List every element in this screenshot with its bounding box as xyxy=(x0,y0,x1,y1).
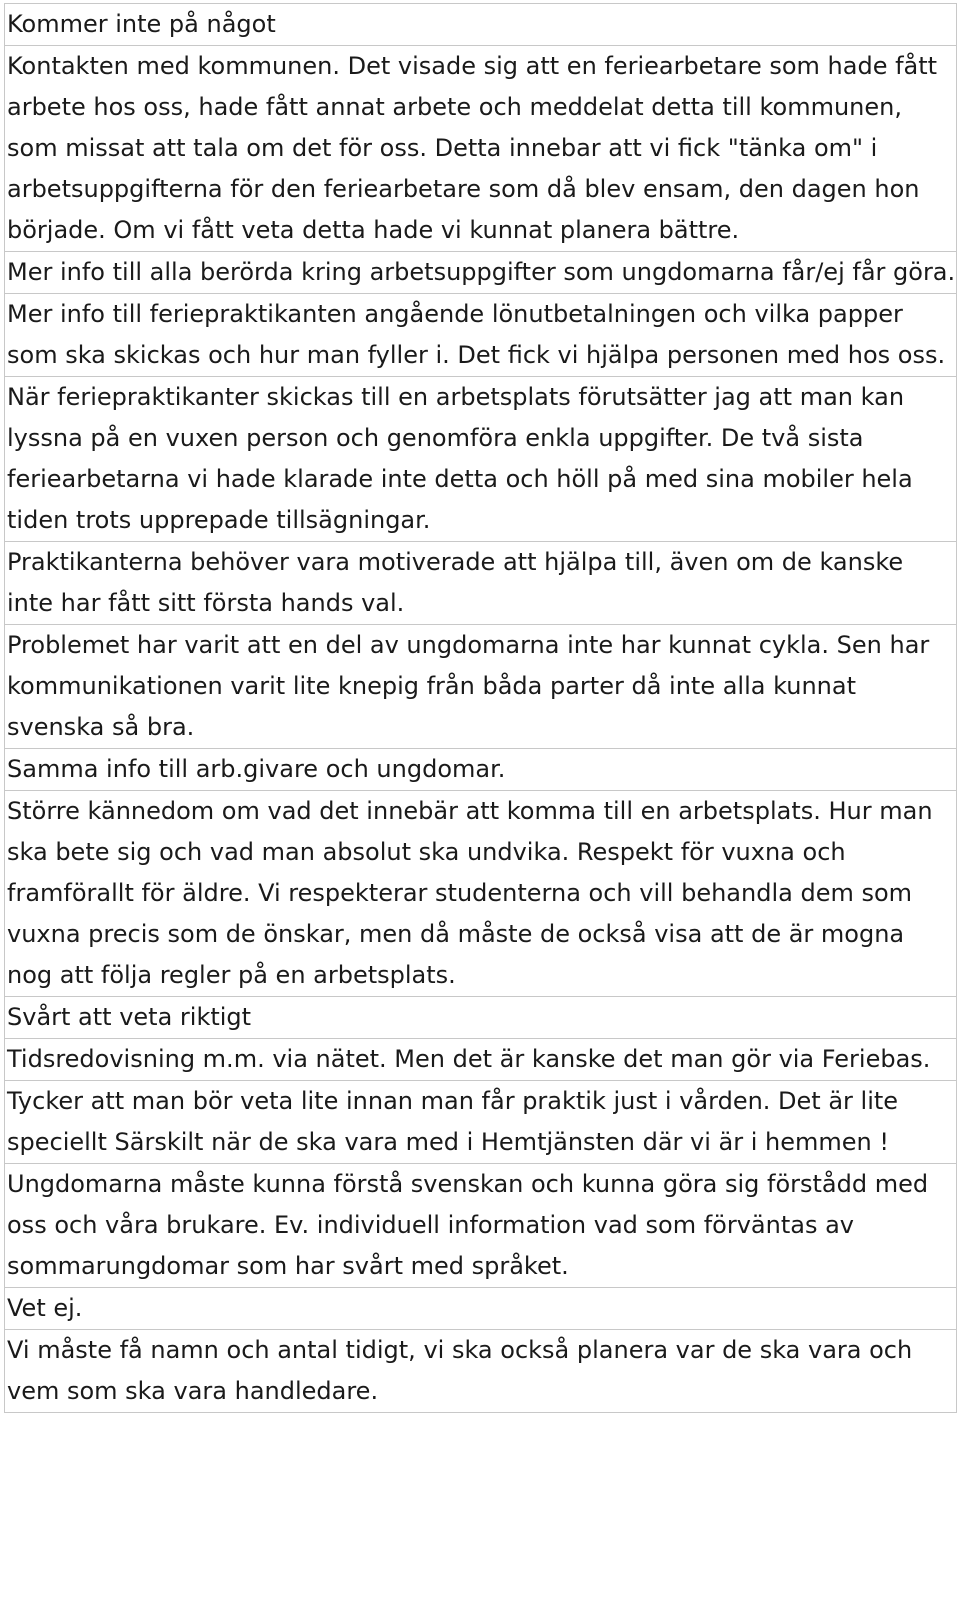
response-cell: Mer info till feriepraktikanten angående lönutbetalningen och vilka papper som ska skickas och hur man fyller i. Det fick vi hjälpa personen med hos oss. xyxy=(5,294,957,377)
table-row xyxy=(5,791,957,997)
table-row xyxy=(5,997,957,1039)
table-row xyxy=(5,1330,957,1413)
response-cell: Kommer inte på något xyxy=(5,4,957,46)
table-row xyxy=(5,377,957,542)
table-row xyxy=(5,542,957,625)
response-cell: Samma info till arb.givare och ungdomar. xyxy=(5,749,957,791)
response-cell: Ungdomarna måste kunna förstå svenskan och kunna göra sig förstådd med oss och våra brukare. Ev. individuell information vad som förväntas av sommarungdomar som har svårt med språket. xyxy=(5,1164,957,1288)
table-row xyxy=(5,252,957,294)
table-row xyxy=(5,1039,957,1081)
table-row xyxy=(5,46,957,252)
response-cell: Kontakten med kommunen. Det visade sig att en feriearbetare som hade fått arbete hos oss, hade fått annat arbete och meddelat detta till kommunen, som missat att tala om det för oss. Detta innebar att vi fick "tänka om" i arbetsuppgifterna för den feriearbetare som då blev ensam, den dagen hon började. Om vi fått veta detta hade vi kunnat planera bättre. xyxy=(5,46,957,252)
response-cell: Tycker att man bör veta lite innan man får praktik just i vården. Det är lite speciellt Särskilt när de ska vara med i Hemtjänsten där vi är i hemmen ! xyxy=(5,1081,957,1164)
response-cell: Större kännedom om vad det innebär att komma till en arbetsplats. Hur man ska bete sig och vad man absolut ska undvika. Respekt för vuxna och framförallt för äldre. Vi respekterar studenterna och vill behandla dem som vuxna precis som de önskar, men då måste de också visa att de är mogna nog att följa regler på en arbetsplats. xyxy=(5,791,957,997)
table-row xyxy=(5,1288,957,1330)
response-cell: När feriepraktikanter skickas till en arbetsplats förutsätter jag att man kan lyssna på en vuxen person och genomföra enkla uppgifter. De två sista feriearbetarna vi hade klarade inte detta och höll på med sina mobiler hela tiden trots upprepade tillsägningar. xyxy=(5,377,957,542)
response-cell: Mer info till alla berörda kring arbetsuppgifter som ungdomarna får/ej får göra. xyxy=(5,252,957,294)
response-cell: Tidsredovisning m.m. via nätet. Men det är kanske det man gör via Feriebas. xyxy=(5,1039,957,1081)
table-row xyxy=(5,4,957,46)
response-cell: Svårt att veta riktigt xyxy=(5,997,957,1039)
responses-table xyxy=(4,3,957,1413)
response-cell: Vet ej. xyxy=(5,1288,957,1330)
response-cell: Praktikanterna behöver vara motiverade att hjälpa till, även om de kanske inte har fått sitt första hands val. xyxy=(5,542,957,625)
table-row xyxy=(5,294,957,377)
table-row xyxy=(5,749,957,791)
table-row xyxy=(5,1164,957,1288)
table-row xyxy=(5,1081,957,1164)
table-row xyxy=(5,625,957,749)
response-cell: Vi måste få namn och antal tidigt, vi ska också planera var de ska vara och vem som ska vara handledare. xyxy=(5,1330,957,1413)
response-cell: Problemet har varit att en del av ungdomarna inte har kunnat cykla. Sen har kommunikationen varit lite knepig från båda parter då inte alla kunnat svenska så bra. xyxy=(5,625,957,749)
